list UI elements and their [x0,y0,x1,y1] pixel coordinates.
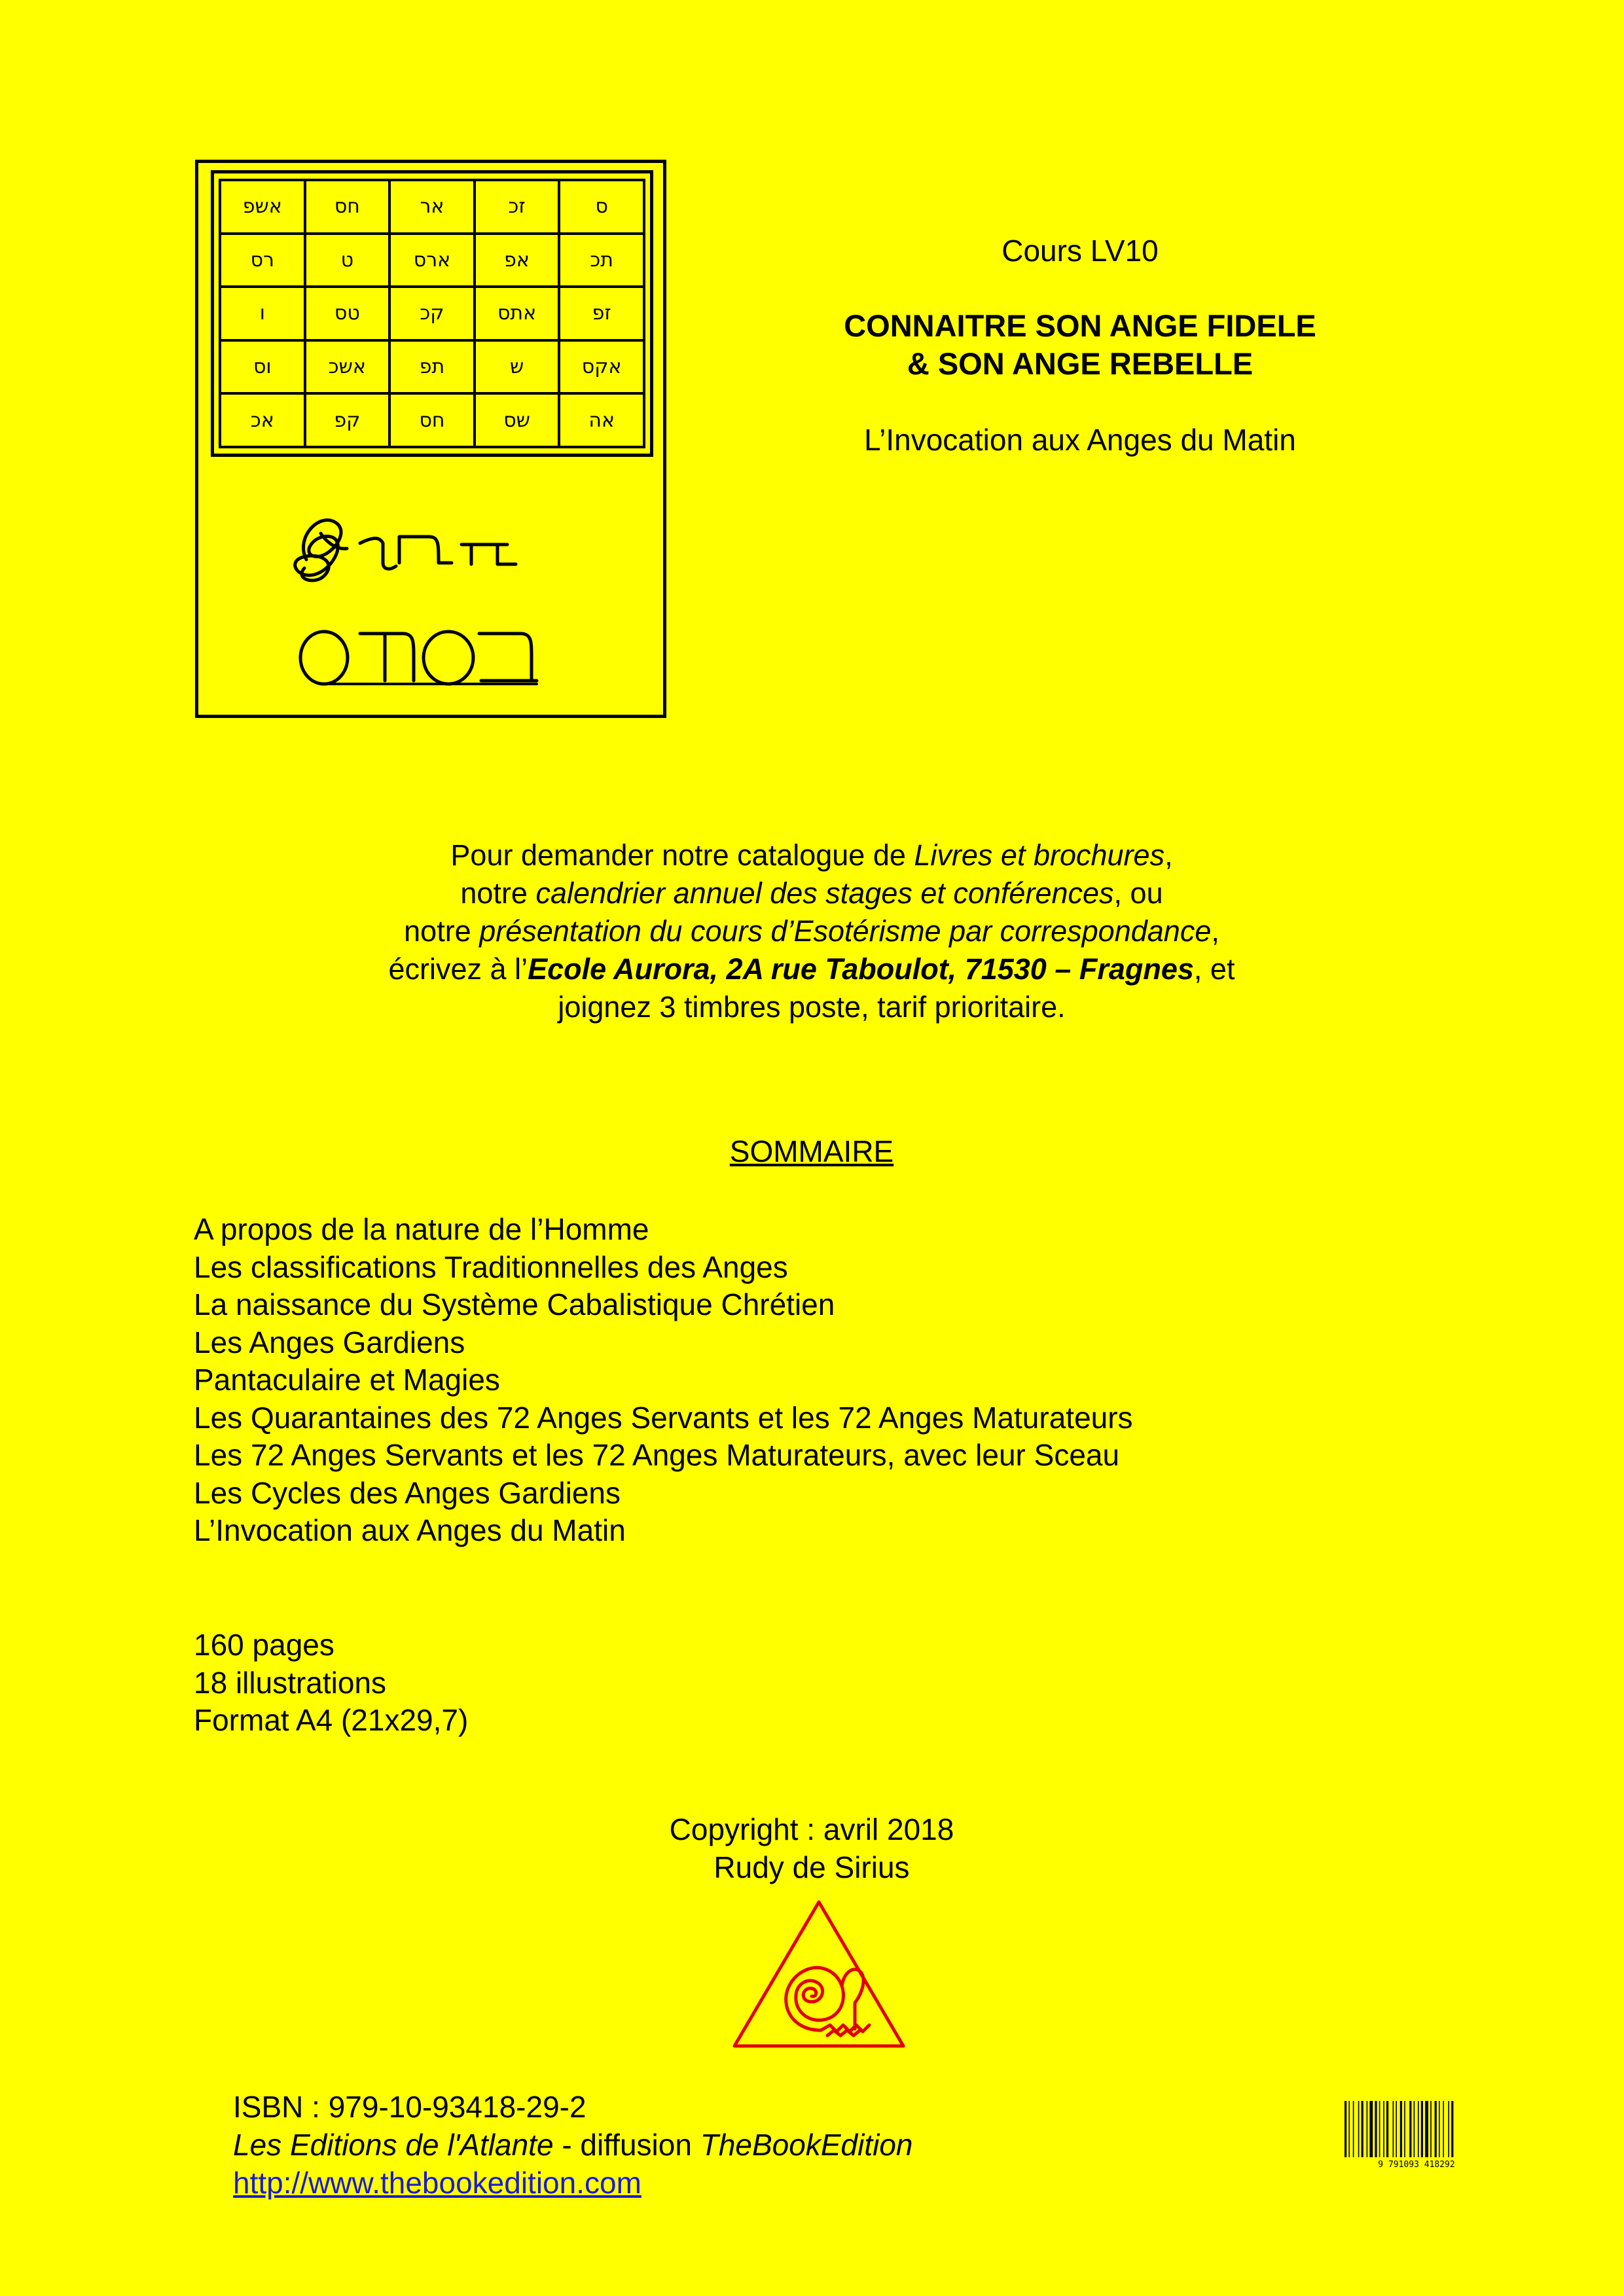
barcode-bar [1439,2101,1440,2157]
barcode-bar [1421,2101,1423,2157]
seal-grid-cell: אתס [475,287,560,340]
barcode-bar [1404,2101,1405,2157]
text-fragment: , et [1193,952,1235,986]
text-fragment: , ou [1113,876,1163,910]
barcode-bar [1409,2101,1411,2157]
author-name: Rudy de Sirius [713,1850,910,1884]
distributor-name: TheBookEdition [700,2128,913,2162]
seal-grid-cell: תכ [559,234,644,287]
seal-grid-cell: ו [220,287,305,340]
barcode-bar [1369,2101,1373,2157]
book-subtitle: L’Invocation aux Anges du Matin [864,423,1296,457]
barcode-bar [1386,2101,1388,2157]
barcode-bar [1443,2101,1444,2157]
text-fragment-italic: présentation du cours d’Esotérisme par correspondance [479,914,1212,948]
website-link[interactable]: http://www.thebookedition.com [233,2166,641,2200]
toc-item: Pantaculaire et Magies [194,1363,500,1397]
barcode-bar [1358,2101,1360,2157]
copyright-notice: Copyright : avril 2018 [669,1812,954,1846]
seal-grid-cell: ש [475,340,560,394]
seal-grid-cell: קפ [305,393,390,447]
isbn-barcode [1343,2101,1490,2169]
seal-grid-cell: טס [305,287,390,340]
seal-grid-cell: אקס [559,340,644,394]
catalogue-text-line [262,836,1362,874]
catalogue-text-line [262,874,1362,912]
toc-item: Les Anges Gardiens [194,1325,465,1359]
seal-grid-cell: אה [559,393,644,447]
toc-item: Les Cycles des Anges Gardiens [194,1475,621,1510]
table-of-contents [194,1211,1372,1550]
barcode-bar [1414,2101,1415,2157]
seal-grid-cell: רס [220,234,305,287]
barcode-bar [1451,2101,1453,2157]
seal-grid-cell: אכ [220,393,305,447]
barcode-bar [1425,2101,1428,2157]
barcode-bar [1353,2101,1354,2157]
seal-grid-cell: אשכ [305,340,390,394]
book-title-line-1: CONNAITRE SON ANGE FIDELE [844,308,1316,343]
barcode-bar [1348,2101,1350,2157]
barcode-bar [1396,2101,1397,2157]
book-title-line-2: & SON ANGE REBELLE [907,346,1254,381]
barcode-bar [1393,2101,1394,2157]
toc-item: Les classifications Traditionnelles des Anges [194,1249,788,1284]
spec-page-count: 160 pages [194,1628,334,1662]
barcode-digits: 9 791093 418292 [1378,2160,1455,2169]
barcode-bar [1375,2101,1377,2157]
text-fragment: , [1164,838,1173,872]
school-address: Ecole Aurora, 2A rue Taboulot, 71530 – Fragnes [528,952,1194,986]
course-code: Cours LV10 [1001,234,1159,268]
seal-grid-cell: זפ [559,287,644,340]
toc-item: A propos de la nature de l’Homme [194,1212,649,1246]
seal-grid-cell: אר [389,180,475,234]
seal-grid-cell: חס [389,393,475,447]
seal-grid-cell: אפ [475,234,560,287]
barcode-bar [1430,2101,1432,2157]
seal-grid-cell: ס [559,180,644,234]
seal-letter-grid [219,179,645,448]
catalogue-text-line: joignez 3 timbres poste, tarif prioritaire. [558,990,1066,1024]
spec-illustrations: 18 illustrations [194,1665,387,1700]
seal-grid-row [220,234,644,287]
text-fragment-italic: calendrier annuel des stages et conférences [535,876,1114,910]
text-fragment: , [1211,914,1219,948]
seal-grid-cell: וס [220,340,305,394]
text-fragment: - diffusion [553,2128,700,2162]
text-fragment: écrivez à l’ [388,952,528,986]
barcode-bar [1362,2101,1363,2157]
sommaire-heading: SOMMAIRE [729,1134,894,1168]
toc-item: Les 72 Anges Servants et les 72 Anges Maturateurs, avec leur Sceau [194,1438,1120,1472]
seal-grid-row [220,340,644,394]
toc-item: La naissance du Système Cabalistique Chrétien [194,1287,835,1321]
text-fragment: notre [404,914,480,948]
toc-item: L’Invocation aux Anges du Matin [194,1513,626,1547]
barcode-bar [1344,2101,1346,2157]
text-fragment: Pour demander notre catalogue de [450,838,914,872]
text-fragment: notre [460,876,536,910]
seal-grid-row [220,180,644,234]
seal-grid-cell: חס [305,180,390,234]
seal-grid-cell: שס [475,393,560,447]
seal-grid-cell: אשפ [220,180,305,234]
spec-format: Format A4 (21x29,7) [194,1703,469,1737]
toc-item: Les Quarantaines des 72 Anges Servants et les 72 Anges Maturateurs [194,1400,1133,1435]
barcode-bar [1383,2101,1384,2157]
seal-grid-cell: תפ [389,340,475,394]
catalogue-text-line [262,912,1362,950]
seal-signature-glyphs [275,497,615,707]
barcode-bar [1400,2101,1402,2157]
seal-grid-row [220,393,644,447]
catalogue-text-line [262,950,1362,988]
publisher-triangle-logo [732,1898,906,2050]
isbn: ISBN : 979-10-93418-29-2 [233,2090,586,2124]
publisher-line [233,2127,912,2162]
seal-grid-cell: ארס [389,234,475,287]
text-fragment-italic: Livres et brochures [914,838,1165,872]
barcode-bar [1379,2101,1380,2157]
seal-grid-cell: ט [305,234,390,287]
seal-grid-row [220,287,644,340]
book-specs [194,1626,783,1740]
barcode-bar [1367,2101,1368,2157]
seal-grid-cell: קכ [389,287,475,340]
barcode-bar [1435,2101,1437,2157]
publisher-name: Les Editions de l'Atlante [233,2128,554,2162]
barcode-bar [1448,2101,1449,2157]
seal-grid-cell: זכ [475,180,560,234]
barcode-bar [1418,2101,1419,2157]
